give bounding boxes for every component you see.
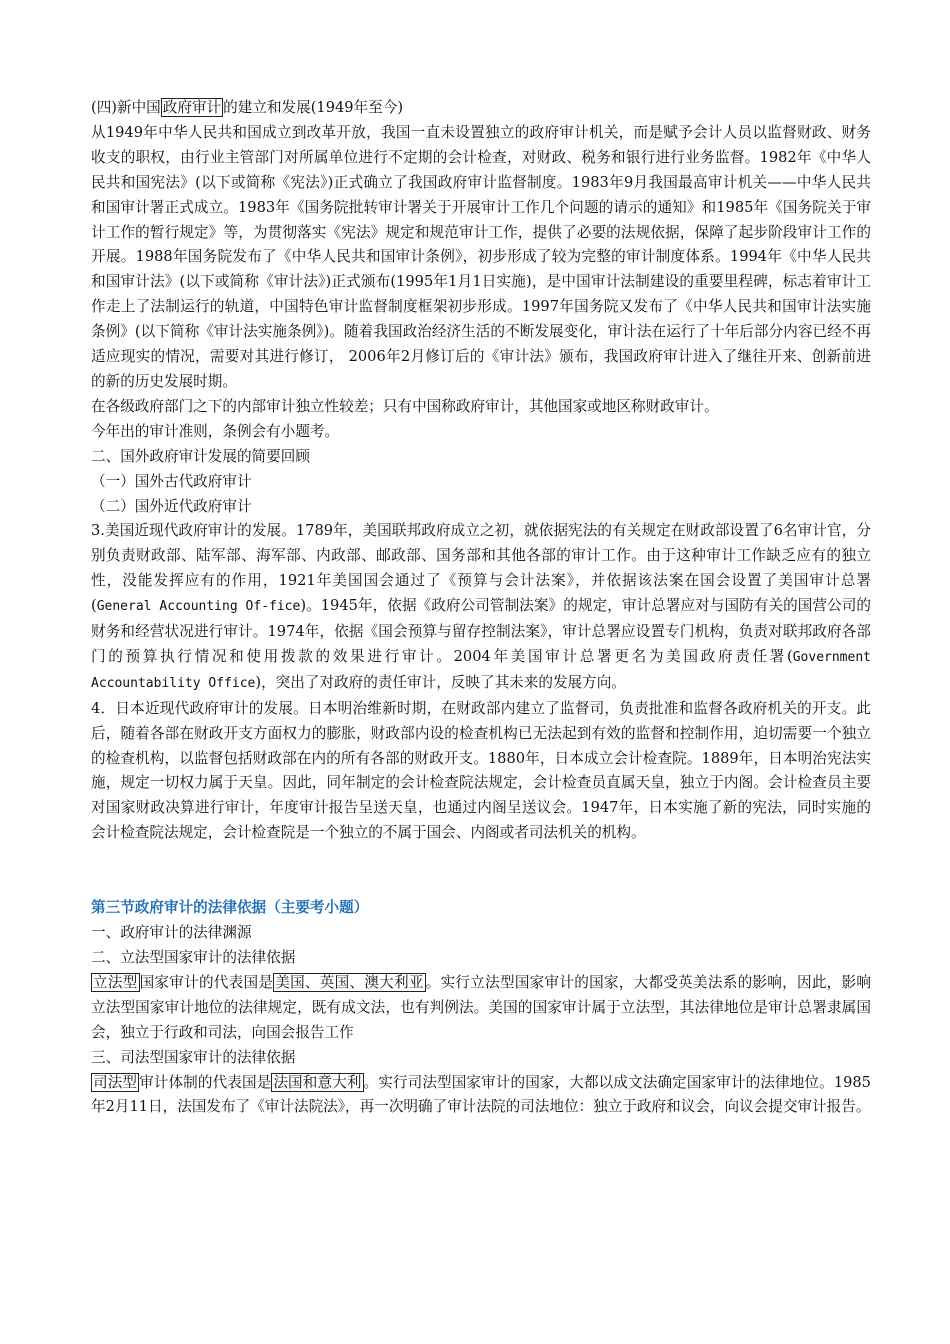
japan-paragraph: 4．日本近现代政府审计的发展。日本明治维新时期，在财政部内建立了监督司，负责批准和监督各政府机关的开支。此后，随着各部在财政开支方面权力的膨胀，财政部内设的检查机构已无法起到有效的监督和控制作用，迫切需要一个独立的检查机构，以监督包括财政部在内的所有各部的财政开支。1880年，日本成立会计检查院。1889年，日本明治宪法实施，规定一切权力属于天皇。因此，同年制定的会计检查院法规定，会计检查员直属天皇，独立于内阁。会计检查员主要对国家财政决算进行审计，年度审计报告呈送天皇，也通过内阁呈送议会。1947年，日本实施了新的宪法，同时实施的会计检查院法规定，会计检查院是一个独立的不属于国会、内阁或者司法机关的机构。 [91,699,871,842]
note-exam: 今年出的审计准则，条例会有小题考。 [91,422,340,440]
boxed-term-judicial: 司法型 [93,1073,138,1091]
document-page [91,96,871,1120]
judicial-item: 三、司法型国家审计的法律依据 [91,1048,296,1066]
us-text-3: )，突出了对政府的责任审计，反映了其未来的发展方向。 [255,673,626,691]
legislative-item: 二、立法型国家审计的法律依据 [91,949,296,966]
foreign-sub-ancient: （一）国外古代政府审计 [91,472,252,490]
boxed-term-legislative: 立法型 [93,973,138,991]
us-gao-new-name: Government Accountability Office [91,649,871,691]
foreign-title: 二、国外政府审计发展的简要回顾 [91,447,310,465]
section-gap [91,846,871,896]
section-four-paragraph: 从1949年中华人民共和国成立到改革开放，我国一直未设置独立的政府审计机关，而是赋予会计人员以监督财政、财务收支的职权，由行业主管部门对所属单位进行不定期的会计检查，对财政、税务和银行进行业务监督。1982年《中华人民共和国宪法》(以下或简称《宪法》)正式确立了我国政府审计监督制度。1983年9月我国最高审计机关——中华人民共和国审计署正式成立。1983年《国务院批转审计署关于开展审计工作几个问题的请示的通知》和1985年《国务院关于审计工作的暂行规定》等，为贯彻落实《宪法》规定和规范审计工作，提供了必要的法规依据，保障了起步阶段审计工作的开展。1988年国务院发布了《中华人民共和国审计条例》，初步形成了较为完整的审计制度体系。1994年《中华人民共和国审计法》(以下或简称《审计法》)正式颁布(1995年1月1日实施)，是中国审计法制建设的重要里程碑，标志着审计工作走上了法制运行的轨道，中国特色审计监督制度框架初步形成。1997年国务院又发布了《中华人民共和国审计法实施条例》(以下简称《审计法实施条例》)。随着我国政治经济生活的不断发展变化，审计法在运行了十年后部分内容已经不再适应现实的情况，需要对其进行修订， 2006年2月修订后的《审计法》颁布，我国政府审计进入了继往开来、创新前进的新的历史发展时期。 [91,123,871,390]
title-suffix: 的建立和发展(1949年至今) [223,99,404,116]
us-text-1: 3.美国近现代政府审计的发展。1789年，美国联邦政府成立之初，就依据宪法的有关规定在财政部设置了6名审计官，分别负责财政部、陆军部、海军部、内政部、邮政部、国务部和其他各部的审计工作。由于这种审计工作缺乏应有的独立性，没能发挥应有的作用，1921年美国国会通过了《预算与会计法案》，并依据该法案在国会设置了美国审计总署( [91,522,871,615]
title-prefix: (四)新中国 [91,99,161,116]
foreign-sub-modern: （二）国外近代政府审计 [91,497,252,515]
us-gao-name: General Accounting Of-fice [96,599,301,615]
us-paragraph [91,519,871,696]
section-four-title [91,96,871,121]
legislative-paragraph [91,971,871,1046]
section-three-heading: 第三节政府审计的法律依据（主要考小题） [91,899,369,917]
boxed-term-countries-legislative: 美国、英国、澳大利亚 [275,973,424,991]
note-internal-audit: 在各级政府部门之下的内部审计独立性较差；只有中国称政府审计，其他国家或地区称财政审计。 [91,397,719,415]
legislative-rest: 。实行立法型国家审计的国家，大都受英美法系的影响，因此，影响立法型国家审计地位的法律规定，既有成文法，也有判例法。美国的国家审计属于立法型，其法律地位是审计总署隶属国会，独立于行政和司法，向国会报告工作 [91,973,871,1041]
legal-source-item: 一、政府审计的法律渊源 [91,924,252,942]
legislative-mid: 国家审计的代表国是 [139,973,274,991]
judicial-paragraph [91,1071,871,1121]
judicial-rest: 。实行司法型国家审计的国家，大都以成文法确定国家审计的法律地位。1985年2月11日，法国发布了《审计法院法》，再一次明确了审计法院的司法地位：独立于政府和议会，向议会提交审计报告。 [91,1073,871,1116]
judicial-mid: 审计体制的代表国是 [139,1073,272,1091]
boxed-term-countries-judicial: 法国和意大利 [273,1073,362,1091]
us-text-2: )。1945年，依据《政府公司管制法案》的规定，审计总署应对与国防有关的国营公司的财务和经营状况进行审计。1974年，依据《国会预算与留存控制法案》，审计总署应设置专门机构，负责对联邦政府各部门的预算执行情况和使用拨款的效果进行审计。2004年美国审计总署更名为美国政府责任署( [91,597,872,665]
boxed-term-government-audit: 政府审计 [162,99,222,116]
